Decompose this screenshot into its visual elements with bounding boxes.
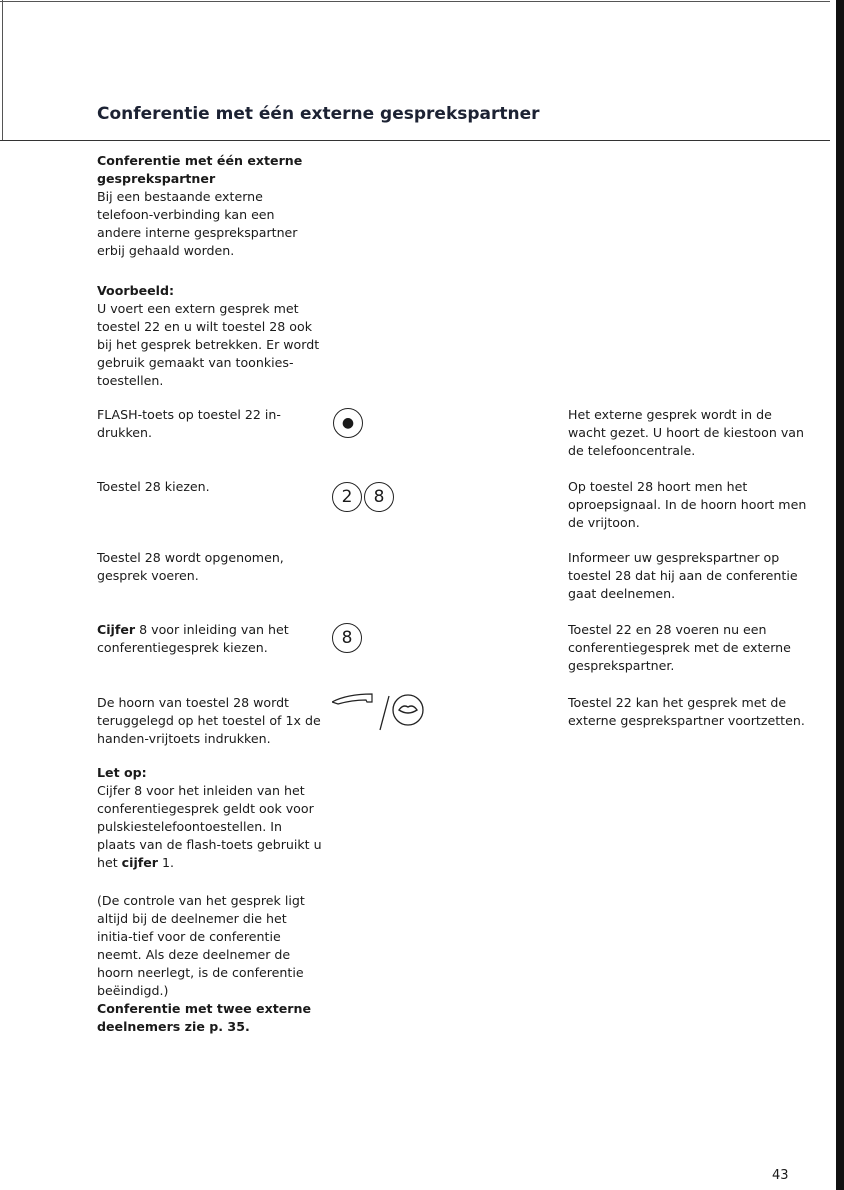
- left-edge-line: [2, 0, 3, 140]
- cijfer-bold: Cijfer: [97, 622, 136, 637]
- handsfree-key-icon: [393, 695, 423, 725]
- step-1-result: Het externe gesprek wordt in de wacht gezet. U hoort de kiestoon van de telefooncentrale.: [568, 407, 804, 458]
- flash-key-icon: ●: [333, 408, 365, 438]
- note-text: Cijfer 8 voor het inleiden van het conferentiegesprek geldt ook voor pulskiestelefoontoestellen. In plaats van de flash-toets gebruikt u het: [97, 783, 322, 870]
- key-8-icon: 8: [332, 623, 362, 653]
- control-section: [97, 892, 322, 1036]
- cross-reference: Conferentie met twee externe deelnemers zie p. 35.: [97, 1001, 311, 1034]
- key-2-icon: 2: [332, 482, 362, 512]
- step-2-result: Op toestel 28 hoort men het oproepsignaal. In de hoorn hoort men de vrijtoon.: [568, 479, 807, 530]
- scan-edge: [836, 0, 844, 1190]
- step-1-instruction: FLASH-toets op toestel 22 in-drukken.: [97, 407, 281, 440]
- note-section: [97, 764, 322, 872]
- step-5-instruction: De hoorn van toestel 28 wordt teruggelegd op het toestel of 1x de handen-vrijtoets indrukken.: [97, 695, 321, 746]
- page-number: 43: [772, 1168, 789, 1183]
- step-4-instruction: [97, 621, 322, 657]
- note-heading: Let op:: [97, 765, 147, 780]
- separator-slash: [380, 696, 389, 730]
- dial-keys: [332, 482, 396, 512]
- title-divider: [0, 140, 830, 141]
- handset-icon: [332, 692, 442, 732]
- step-3-instruction: Toestel 28 wordt opgenomen, gesprek voeren.: [97, 550, 284, 583]
- key-8-icon: 8: [364, 482, 394, 512]
- example-text: U voert een extern gesprek met toestel 22 en u wilt toestel 28 ook bij het gesprek betrekken. Er wordt gebruik gemaakt van toonkies-toestellen.: [97, 301, 320, 388]
- handset-hangup-or-handsfree-icon: [332, 692, 442, 736]
- intro-heading: Conferentie met één externe gesprekspartner: [97, 153, 303, 186]
- top-rule: [0, 1, 830, 2]
- note-bold: cijfer: [121, 855, 159, 870]
- step-5-result: Toestel 22 kan het gesprek met de externe gesprekspartner voortzetten.: [568, 695, 805, 728]
- example-heading: Voorbeeld:: [97, 283, 175, 298]
- control-text: (De controle van het gesprek ligt altijd bij de deelnemer die het initia-tief voor de conferentie neemt. Als deze deelnemer de hoorn neerlegt, is de conferentie beëindigd.): [97, 893, 305, 998]
- dial-keys-8: [332, 623, 364, 653]
- step-4-result: Toestel 22 en 28 voeren nu een conferentiegesprek met de externe gesprekspartner.: [568, 622, 791, 673]
- step-4-text: 8 voor inleiding van het conferentiegesprek kiezen.: [97, 622, 289, 655]
- note-end: 1.: [158, 855, 175, 870]
- step-2-instruction: Toestel 28 kiezen.: [97, 479, 210, 494]
- page-title: Conferentie met één externe gesprekspartner: [97, 104, 540, 124]
- intro-section: [97, 152, 322, 260]
- intro-text: Bij een bestaande externe telefoon-verbinding kan een andere interne gesprekspartner erbij gehaald worden.: [97, 189, 298, 258]
- step-3-result: Informeer uw gesprekspartner op toestel 28 dat hij aan de conferentie gaat deelnemen.: [568, 550, 798, 601]
- example-section: [97, 282, 322, 390]
